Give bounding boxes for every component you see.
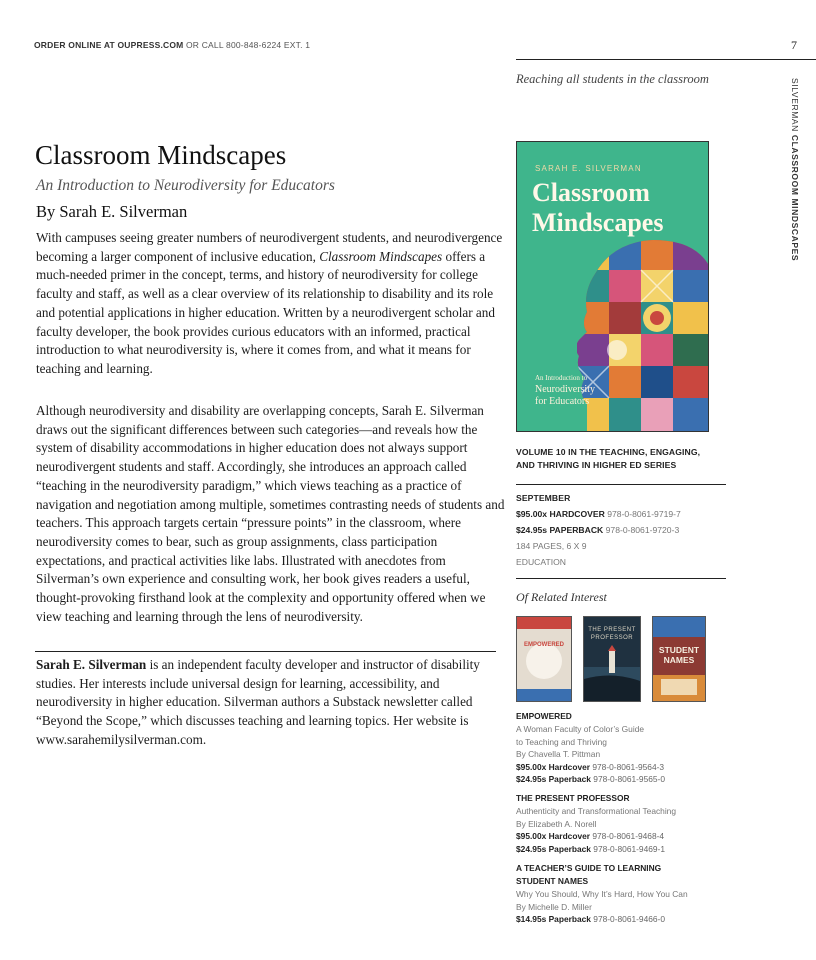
details-divider-top xyxy=(516,484,726,485)
cover-subtitle xyxy=(535,372,635,408)
running-head: Reaching all students in the classroom xyxy=(516,72,709,86)
cover-title-line-1: Classroom xyxy=(532,178,650,207)
student-names-cover-word-2: NAMES xyxy=(663,655,695,665)
side-label xyxy=(790,78,800,261)
series-label: VOLUME 10 IN THE TEACHING, ENGAGING, AND THRIVING IN HIGHER ED SERIES xyxy=(516,447,701,470)
order-info xyxy=(34,40,310,50)
student-names-cover-word-1: STUDENT xyxy=(658,645,700,655)
hardcover-price-line xyxy=(516,506,681,522)
cover-subtitle-line-2: for Educators xyxy=(535,396,590,407)
bio-divider xyxy=(35,651,496,652)
empowered-cover-art xyxy=(517,617,571,701)
description-1-start: With campuses seeing greater numbers of neurodivergent students, and neurodivergence becoming a larger component of inclusive education, xyxy=(36,230,503,264)
related-isbn: 978-0-8061-9565-0 xyxy=(590,774,666,784)
empowered-cover-word: EMPOWERED xyxy=(523,642,564,648)
related-price-line-1 xyxy=(516,830,726,843)
book-subtitle: An Introduction to Neurodiversity for Educators xyxy=(36,177,335,194)
page-number: 7 xyxy=(791,38,797,52)
subject-category: EDUCATION xyxy=(516,557,566,567)
order-phone: OR CALL 800-848-6224 EXT. 1 xyxy=(183,40,311,50)
cover-subtitle-line-1: Neurodiversity xyxy=(535,384,595,395)
description-paragraph-1 xyxy=(36,229,506,379)
related-author: By Elizabeth A. Norell xyxy=(516,818,597,829)
related-cover-present-professor xyxy=(583,616,641,702)
related-price-line-1 xyxy=(516,913,726,926)
book-title: Classroom Mindscapes xyxy=(35,140,287,170)
details-divider-bottom xyxy=(516,578,726,579)
cover-title xyxy=(532,178,663,238)
present-professor-cover-words xyxy=(584,626,640,642)
description-paragraph-2 xyxy=(36,402,506,626)
related-subtitle-line-2: to Teaching and Thriving xyxy=(516,736,607,747)
related-isbn: 978-0-8061-9468-4 xyxy=(590,831,665,841)
related-price: $24.95s Paperback xyxy=(516,843,591,854)
order-website: ORDER ONLINE AT OUPRESS.COM xyxy=(34,40,184,50)
related-price: $24.95s Paperback xyxy=(516,774,591,784)
paperback-price-line xyxy=(516,522,681,538)
publication-month: SEPTEMBER xyxy=(516,493,571,503)
side-label-title: CLASSROOM MINDSCAPES xyxy=(790,134,800,262)
related-price-line-2 xyxy=(516,843,726,856)
related-price: $95.00x Hardcover xyxy=(516,761,591,772)
student-names-cover-words xyxy=(653,645,705,665)
author-bio xyxy=(36,656,506,750)
related-title: EMPOWERED xyxy=(516,711,572,721)
related-title-line-2: STUDENT NAMES xyxy=(516,876,589,886)
bio-text: is an independent faculty developer and instructor of disability studies. Her interests include universal design for learning, accessibility, and neurodiversity in higher education. Silverman authors a Substack newsletter called “Beyond the Scope,” which discusses teaching and learning topics. Her website is www.sarahemilysilverman.com. xyxy=(36,657,480,747)
related-price: $95.00x Hardcover xyxy=(516,831,591,841)
related-subtitle-line-1: A Woman Faculty of Color’s Guide xyxy=(516,724,645,734)
related-price-line-1 xyxy=(516,761,726,774)
book-author: By Sarah E. Silverman xyxy=(36,202,188,221)
present-professor-cover-word-2: PROFESSOR xyxy=(590,635,634,641)
cover-subtitle-small: An Introduction to xyxy=(535,374,588,382)
related-book-present-professor xyxy=(516,792,726,855)
description-2-text: Although neurodiversity and disability are overlapping concepts, Sarah E. Silverman draws out the significant differences between such categories—and reveals how the system of disability accommodations in higher education does not always support neurodivergent students and staff. Accordingly, she introduces an approach called “teaching in the neurodiversity paradigm,” which views teaching as a practice of navigation and negotiation among multiple, sometimes contrasting needs of students and teachers. This approach targets certain “pressure points” in the classroom, where neurodiversity comes to bear, such as group assignments, class participation expectations, and practical activities like labs. Illustrated with anecdotes from Silverman’s own experience and consulting work, her book gives readers a useful, thought-provoking firsthand look at the complexity and opportunity offered when we view teaching and learning through the lens of neurodiversity. xyxy=(36,403,505,624)
related-heading: Of Related Interest xyxy=(516,590,607,604)
related-cover-empowered xyxy=(516,616,572,702)
related-book-student-names xyxy=(516,862,726,926)
related-subtitle-line-1: Why You Should, Why It’s Hard, How You Can xyxy=(516,889,688,899)
related-isbn: 978-0-8061-9564-3 xyxy=(590,761,665,772)
description-1-end: offers a much-needed primer in the concept, terms, and history of neurodiversity for college faculty and staff, as well as a clear overview of its relationship to disability and its role and potential applications in higher education. Written by a neurodivergent scholar and faculty developer, the book provides curious educators with an informed, practical introduction to what neurodiversity is, where it comes from, and what it means for teaching and learning. xyxy=(36,248,495,376)
header-divider xyxy=(516,59,816,60)
related-price: $14.95s Paperback xyxy=(516,914,591,924)
related-isbn: 978-0-8061-9469-1 xyxy=(590,843,666,854)
related-author: By Michelle D. Miller xyxy=(516,901,592,912)
related-title-line-1: A TEACHER’S GUIDE TO LEARNING xyxy=(516,863,662,873)
cover-title-line-2: Mindscapes xyxy=(532,208,664,237)
related-title: THE PRESENT PROFESSOR xyxy=(516,793,630,803)
cover-author: SARAH E. SILVERMAN xyxy=(535,164,642,173)
related-subtitle-line-1: Authenticity and Transformational Teaching xyxy=(516,806,676,816)
publication-details xyxy=(516,491,681,570)
side-label-author: SILVERMAN xyxy=(790,78,800,135)
present-professor-cover-word-1: THE PRESENT xyxy=(588,627,636,633)
related-price-line-2 xyxy=(516,773,726,786)
bio-author-name: Sarah E. Silverman xyxy=(36,657,147,672)
book-cover-image xyxy=(516,141,709,432)
hardcover-price: $95.00x HARDCOVER xyxy=(516,509,605,519)
related-author: By Chavella T. Pittman xyxy=(516,749,601,759)
description-1-italic-title: Classroom Mindscapes xyxy=(319,248,443,264)
related-isbn: 978-0-8061-9466-0 xyxy=(590,914,666,924)
paperback-isbn: 978-0-8061-9720-3 xyxy=(603,525,680,535)
related-book-empowered xyxy=(516,710,726,786)
paperback-price: $24.95s PAPERBACK xyxy=(516,525,604,535)
page-count: 184 PAGES, 6 X 9 xyxy=(516,541,587,551)
hardcover-isbn: 978-0-8061-9719-7 xyxy=(604,509,681,519)
related-cover-student-names xyxy=(652,616,706,702)
